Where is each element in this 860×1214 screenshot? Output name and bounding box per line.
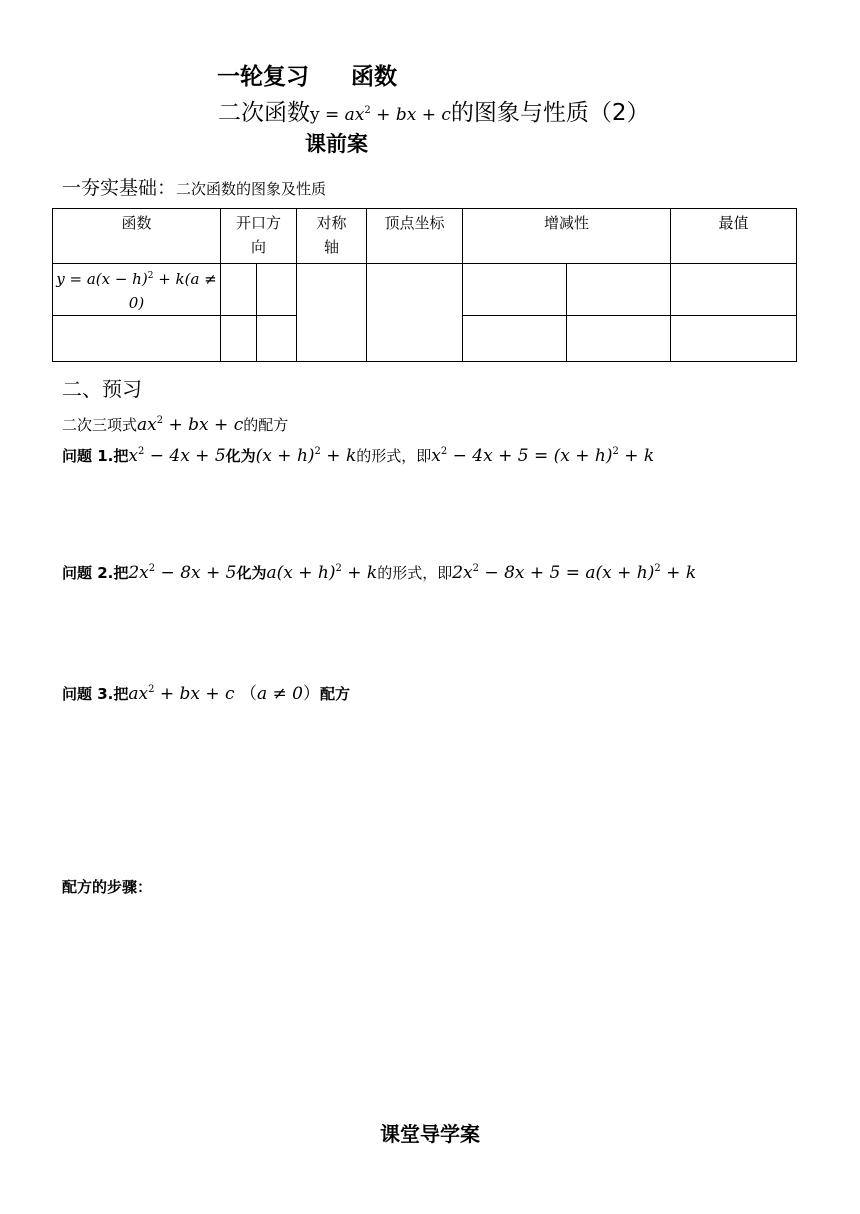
col-opening: 开口方 向 <box>221 209 297 264</box>
q3-label: 问题 3.把 <box>62 685 129 703</box>
question-2: 问题 2.把$2x^2 - 8x + 5$化为$a(x + h)^2 + k$的形式，即$2x^2 - 8x + 5 = a(x + h)^2 + k$ <box>62 563 697 583</box>
doc-subtitle <box>218 94 650 127</box>
table-cell <box>257 316 297 362</box>
q2-equation: $2x^2 - 8x + 5 = a(x + h)^2 + k$ <box>452 563 697 583</box>
next-section-title: 课堂导学案 <box>380 1122 480 1146</box>
col-extremum: 最值 <box>671 209 797 264</box>
section1-heading <box>62 173 326 200</box>
table-row <box>53 264 797 316</box>
col-axis: 对称 轴 <box>297 209 367 264</box>
col-function: 函数 <box>53 209 221 264</box>
table-cell <box>463 264 567 316</box>
col-vertex: 顶点坐标 <box>367 209 463 264</box>
doc-title-part1: 一轮复习 <box>217 64 309 90</box>
q1-target-form: $(x + h)^2 + k$ <box>255 446 357 466</box>
table-header-row <box>53 209 797 264</box>
q2-expression: $2x^2 - 8x + 5$ <box>128 563 237 583</box>
table-cell <box>53 316 221 362</box>
subtitle-formula: $y = ax^2$ + bx + c <box>310 105 451 125</box>
subtitle-prefix: 二次函数 <box>218 100 310 126</box>
table-cell <box>367 264 463 362</box>
q2-target-form: $a(x + h)^2 + k$ <box>266 563 378 583</box>
table-cell <box>463 316 567 362</box>
table-cell <box>567 264 671 316</box>
table-cell <box>297 264 367 362</box>
table-cell <box>257 264 297 316</box>
q1-label: 问题 1.把 <box>62 447 129 465</box>
question-3: 问题 3.把$ax^2$ + bx + c （a ≠ 0）配方 <box>62 684 350 704</box>
steps-label: 配方的步骤： <box>62 878 153 896</box>
table-cell <box>221 316 257 362</box>
section1-subtitle: 二次函数的图象及性质 <box>176 180 327 198</box>
table-cell <box>567 316 671 362</box>
q2-label: 问题 2.把 <box>62 564 129 582</box>
doc-title-part2: 函数 <box>351 64 397 90</box>
q1-expression: $x^2 - 4x + 5$ <box>128 446 226 466</box>
table-cell <box>221 264 257 316</box>
section2-heading: 二、预习 <box>62 377 142 401</box>
question-1: 问题 1.把$x^2 - 4x + 5$化为$(x + h)^2 + k$的形式，即$x^2 - 4x + 5 = (x + h)^2 + k$ <box>62 446 655 466</box>
trinomial-formula: $ax^2$ + bx + c <box>137 415 244 435</box>
function-formula: $y = a(x - h)^2 + k(a \ne 0)$ <box>53 264 221 316</box>
doc-title <box>217 58 397 91</box>
subtitle-suffix: 的图象与性质（2） <box>450 100 650 126</box>
section-label: 课前案 <box>305 132 368 156</box>
section1-title: 一夯实基础： <box>62 177 177 199</box>
q3-expression: $ax^2$ + bx + c （a ≠ 0） <box>128 684 320 704</box>
properties-table <box>52 208 797 362</box>
table-cell <box>671 264 797 316</box>
col-monotonicity: 增减性 <box>463 209 671 264</box>
q1-equation: $x^2 - 4x + 5 = (x + h)^2 + k$ <box>431 446 655 466</box>
intro-line: 二次三项式$ax^2$ + bx + c的配方 <box>62 415 289 435</box>
table-cell <box>671 316 797 362</box>
